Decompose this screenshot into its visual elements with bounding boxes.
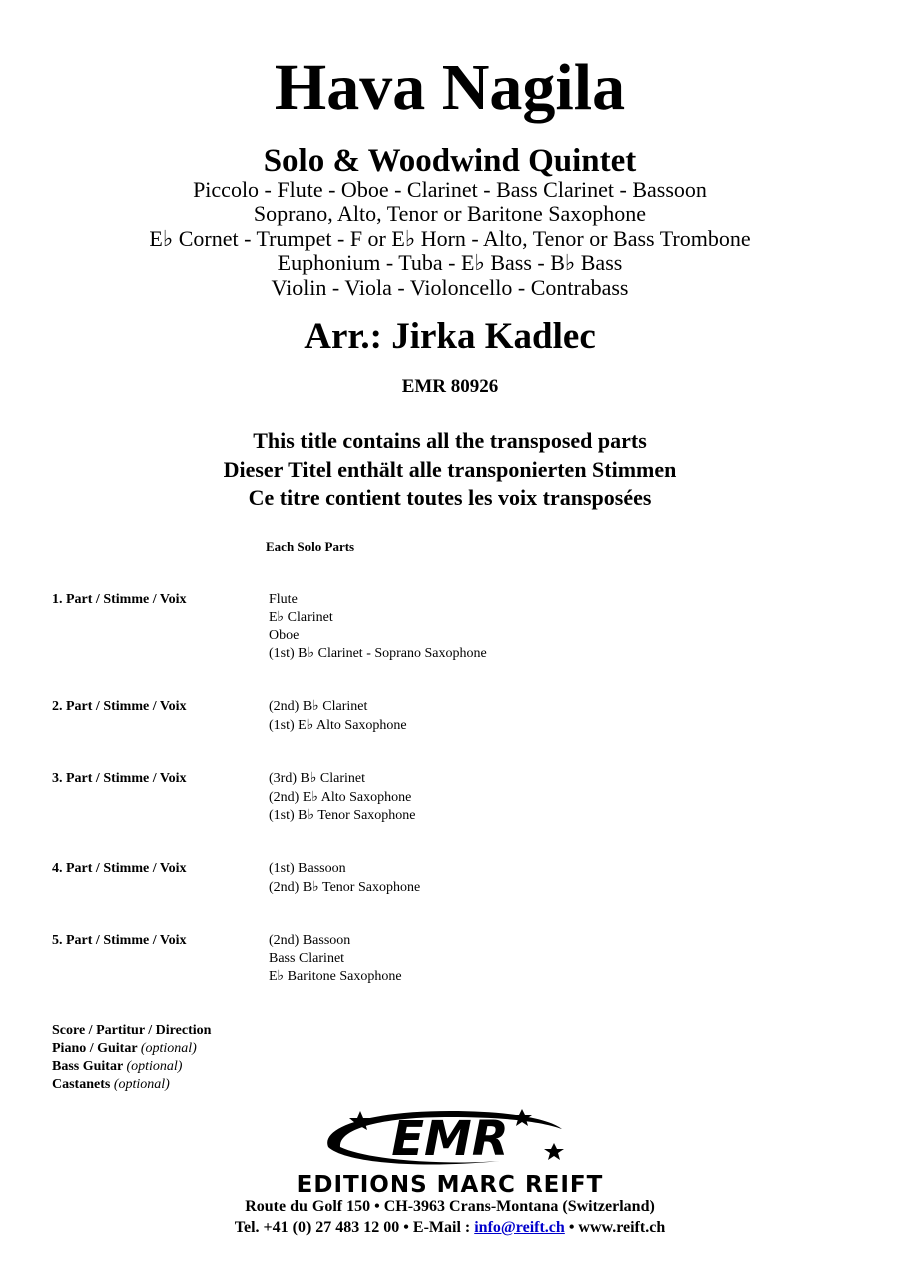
- part-label: 5. Part / Stimme / Voix: [52, 933, 187, 948]
- optional-note: (optional): [140, 1041, 197, 1056]
- catalog-number: EMR 80926: [401, 376, 499, 397]
- extra-part-name: Castanets: [52, 1077, 111, 1092]
- part-label: 3. Part / Stimme / Voix: [52, 771, 187, 786]
- part-label: 2. Part / Stimme / Voix: [52, 699, 187, 714]
- part-instrument: (2nd) Bassoon: [269, 933, 351, 948]
- extra-part-name: Score / Partitur / Direction: [52, 1023, 212, 1038]
- part-instrument: (1st) B♭ Clarinet - Soprano Saxophone: [269, 646, 487, 661]
- part-instrument: (2nd) B♭ Clarinet: [269, 699, 368, 714]
- part-label: 4. Part / Stimme / Voix: [52, 861, 187, 876]
- part-instrument: E♭ Clarinet: [269, 610, 333, 625]
- instrumentation-line: Soprano, Alto, Tenor or Baritone Saxophone: [253, 201, 647, 226]
- publisher-contact: [0, 1218, 900, 1238]
- optional-note: (optional): [126, 1059, 183, 1074]
- part-instrument: Bass Clarinet: [269, 951, 345, 966]
- part-label: 1. Part / Stimme / Voix: [52, 592, 187, 607]
- part-instrument: (1st) E♭ Alto Saxophone: [269, 718, 407, 733]
- publisher-address: Route du Golf 150 • CH-3963 Crans-Montana (Switzerland): [245, 1198, 655, 1215]
- email-link[interactable]: info@reift.ch: [474, 1219, 565, 1236]
- part-instrument: Flute: [269, 592, 298, 607]
- instrumentation-line: Violin - Viola - Violoncello - Contrabass: [271, 275, 629, 300]
- contact-phone: Tel. +41 (0) 27 483 12 00 • E-Mail :: [234, 1219, 475, 1236]
- part-instrument: E♭ Baritone Saxophone: [269, 969, 402, 984]
- page-title: Hava Nagila: [274, 51, 626, 124]
- part-instrument: (1st) B♭ Tenor Saxophone: [269, 808, 416, 823]
- extra-part-name: Piano / Guitar: [52, 1041, 138, 1056]
- part-instrument: (3rd) B♭ Clarinet: [269, 771, 366, 786]
- extra-part: [52, 1058, 182, 1076]
- extra-part: [52, 1040, 197, 1058]
- instrumentation-line: Piccolo - Flute - Oboe - Clarinet - Bass Clarinet - Bassoon: [193, 177, 707, 202]
- optional-note: (optional): [113, 1077, 170, 1092]
- part-instrument: (2nd) E♭ Alto Saxophone: [269, 790, 412, 805]
- subtitle: Solo & Woodwind Quintet: [263, 143, 637, 179]
- emr-logo-icon: [300, 1103, 600, 1175]
- arranger: Arr.: Jirka Kadlec: [304, 316, 596, 357]
- contact-website: • www.reift.ch: [564, 1219, 666, 1236]
- each-solo-parts-heading: Each Solo Parts: [266, 539, 355, 554]
- transposed-note: Ce titre contient toutes les voix transposées: [248, 485, 652, 510]
- part-instrument: (1st) Bassoon: [269, 861, 346, 876]
- instrumentation-line: Euphonium - Tuba - E♭ Bass - B♭ Bass: [277, 250, 623, 275]
- part-instrument: Oboe: [269, 628, 300, 643]
- extra-part-name: Bass Guitar: [52, 1059, 123, 1074]
- publisher-name: EDITIONS MARC REIFT: [296, 1172, 604, 1198]
- transposed-note: This title contains all the transposed parts: [253, 428, 647, 453]
- part-instrument: (2nd) B♭ Tenor Saxophone: [269, 880, 421, 895]
- transposed-note: Dieser Titel enthält alle transponierten Stimmen: [223, 457, 677, 482]
- extra-part: [52, 1022, 211, 1040]
- logo-text: EMR: [391, 1111, 509, 1167]
- instrumentation-line: E♭ Cornet - Trumpet - F or E♭ Horn - Alto, Tenor or Bass Trombone: [149, 226, 751, 251]
- extra-part: [52, 1076, 170, 1094]
